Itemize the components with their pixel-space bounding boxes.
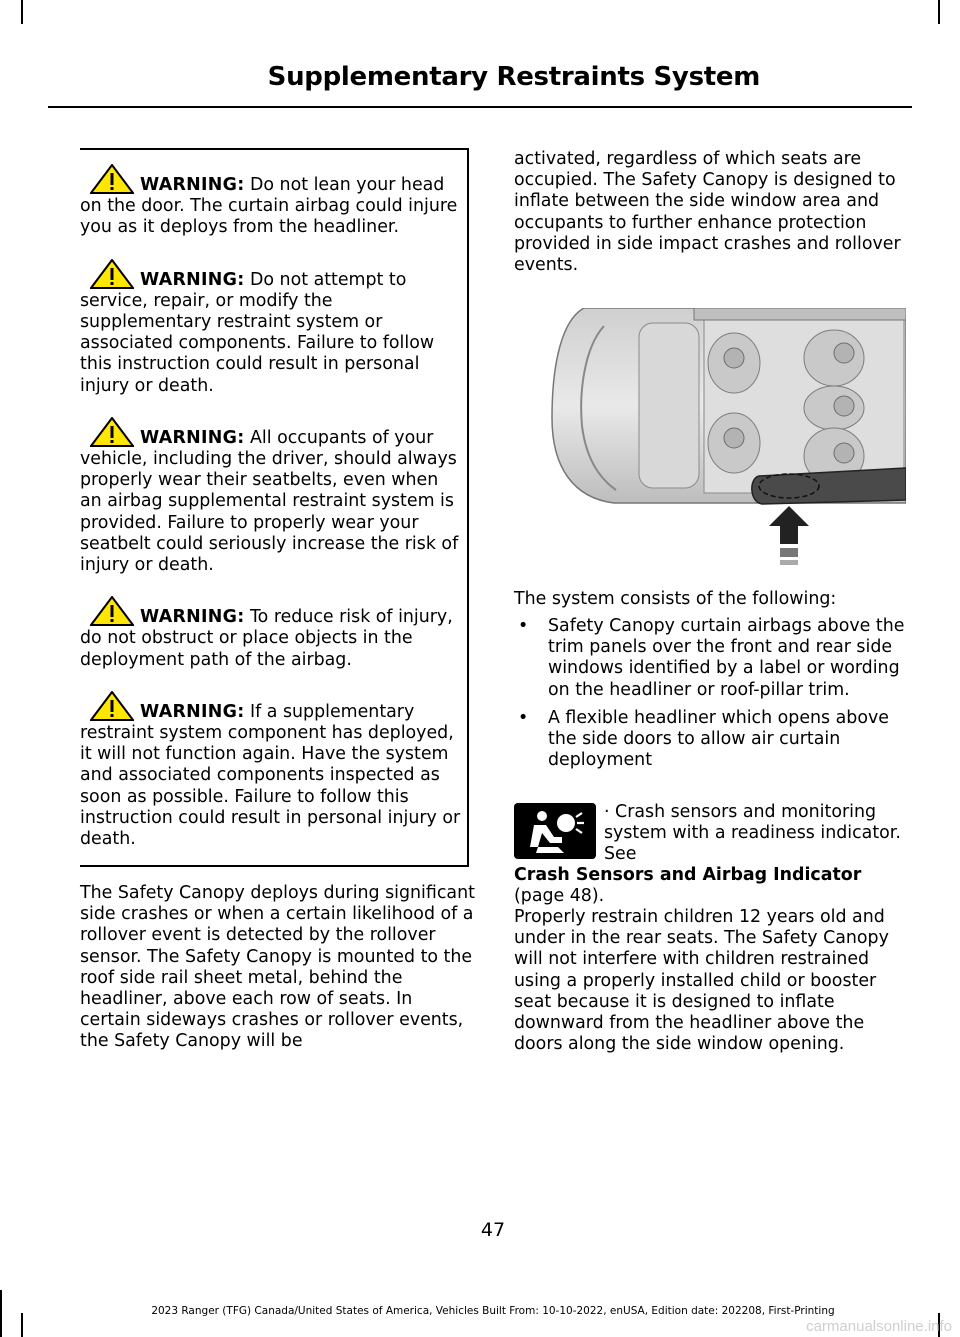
warning-5	[80, 691, 461, 850]
warning-label: WARNING:	[140, 427, 245, 448]
warning-1	[80, 164, 461, 239]
list-item-text: A flexible headliner which opens above the side doors to allow air curtain deployment	[548, 707, 889, 771]
warning-text: Do not lean your head on the door. The curtain airbag could injure you as it deploys from the headliner.	[80, 175, 458, 238]
warning-label: WARNING:	[140, 269, 245, 290]
bullet-symbol: •	[518, 707, 529, 728]
system-intro: The system consists of the following:	[514, 589, 837, 609]
warning-text: All occupants of your vehicle, including the driver, should always properly wear their seatbelts, even when an airbag supplemental restraint system is provided. Failure to properly wear your seatbelt could seriously increase the risk of injury or death.	[80, 427, 459, 576]
watermark: carmanualsonline.info	[806, 1318, 952, 1335]
child-restraint-paragraph: Properly restrain children 12 years old and under in the rear seats. The Safety Canopy will not interfere with children restrained using a properly installed child or booster seat because it is designed to inflate downward from the headliner above the doors along the side window opening.	[514, 907, 889, 1055]
warning-text: If a supplementary restraint system component has deployed, it will not function again. Have the system and associated components inspected as soon as possible. Failure to follow this instruction could result in personal injury or death.	[80, 701, 461, 850]
crop-mark-top-right	[938, 0, 940, 24]
warning-triangle-icon	[90, 259, 134, 289]
bullet-symbol: •	[518, 616, 529, 636]
safety-canopy-continued-paragraph: activated, regardless of which seats are occupied. The Safety Canopy is designed to inflate between the side window area and occupants to further enhance protection provided in side impact crashes and rollover events.	[514, 149, 901, 276]
warning-text: Do not attempt to service, repair, or modify the supplementary restraint system or associated components. Failure to follow this instruction could result in personal injury or death.	[80, 269, 435, 396]
warning-label: WARNING:	[140, 175, 245, 195]
crash-sensors-text: · Crash sensors and monitoring system with a readiness indicator. See	[604, 802, 901, 865]
warning-triangle-icon	[90, 417, 134, 447]
vehicle-safety-canopy-illustration	[544, 308, 906, 570]
page-number: 47	[480, 1219, 506, 1241]
header-divider	[48, 106, 912, 108]
warning-4	[80, 596, 461, 671]
list-item	[514, 708, 910, 772]
warning-triangle-icon	[90, 164, 134, 194]
warning-3	[80, 417, 461, 576]
warning-box	[80, 148, 469, 867]
crop-mark-top-left	[21, 0, 23, 24]
list-item	[514, 616, 910, 701]
warning-2	[80, 259, 461, 397]
crash-sensors-paragraph	[514, 802, 910, 866]
crash-sensors-reference	[514, 865, 910, 907]
page-title: Supplementary Restraints System	[267, 62, 760, 92]
warning-text: To reduce risk of injury, do not obstruct or place objects in the deployment path of the airbag.	[80, 607, 453, 670]
system-components-list	[514, 616, 910, 778]
page-reference: (page 48).	[514, 886, 605, 907]
warning-triangle-icon	[90, 596, 134, 626]
crash-sensors-link[interactable]: Crash Sensors and Airbag Indicator	[514, 865, 862, 885]
list-item-text: Safety Canopy curtain airbags above the trim panels over the front and rear side windows identified by a label or wording on the headliner or roof-pillar trim.	[548, 616, 905, 700]
warning-label: WARNING:	[140, 701, 245, 722]
safety-canopy-paragraph: The Safety Canopy deploys during significant side crashes or when a certain likelihood of a rollover event is detected by the rollover sensor. The Safety Canopy is mounted to the roof side rail sheet metal, behind the headliner, above each row of seats. In certain sideways crashes or rollover events, the Safety Canopy will be	[80, 883, 475, 1052]
warning-triangle-icon	[90, 691, 134, 721]
warning-label: WARNING:	[140, 607, 245, 628]
footer-edition-info: 2023 Ranger (TFG) Canada/United States of America, Vehicles Built From: 10-10-2022, enUSA, Edition date: 202208, First-Printing	[151, 1305, 835, 1317]
